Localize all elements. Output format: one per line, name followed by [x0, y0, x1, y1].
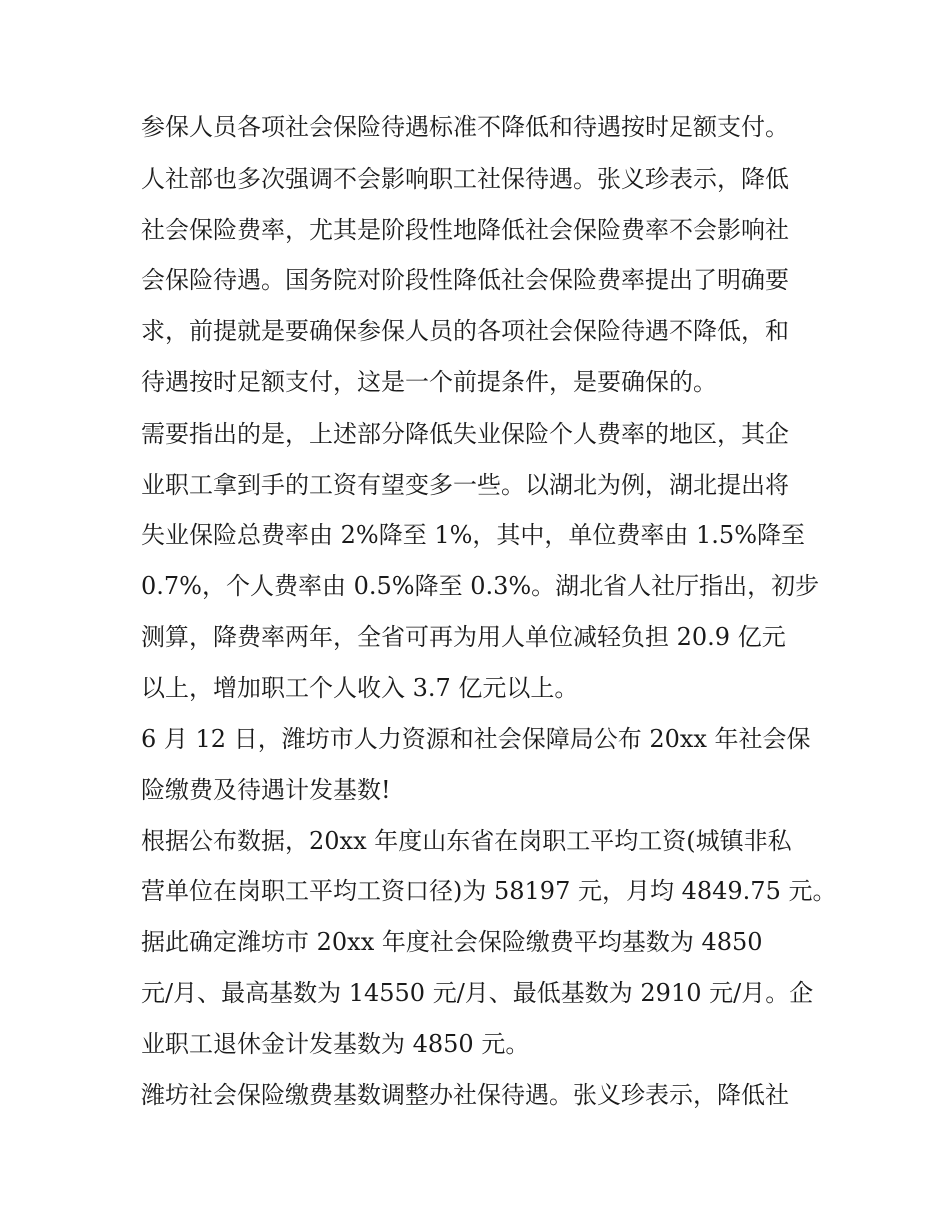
- paragraph-line: 人社部也多次强调不会影响职工社保待遇。张义珍表示，降低: [141, 165, 789, 193]
- paragraph-line: 险缴费及待遇计发基数!: [141, 776, 391, 804]
- paragraph-line: 业职工退休金计发基数为 4850 元。: [141, 1030, 530, 1058]
- paragraph-line: 据此确定潍坊市 20xx 年度社会保险缴费平均基数为 4850: [141, 928, 763, 956]
- paragraph-line: 0.7%，个人费率由 0.5%降至 0.3%。湖北省人社厅指出，初步: [141, 572, 820, 600]
- paragraph-line: 营单位在岗职工平均工资口径)为 58197 元，月均 4849.75 元。: [141, 877, 837, 905]
- paragraph-line: 求，前提就是要确保参保人员的各项社会保险待遇不降低，和: [141, 317, 789, 345]
- paragraph-line: 待遇按时足额支付，这是一个前提条件，是要确保的。: [141, 368, 717, 396]
- paragraph-line: 根据公布数据，20xx 年度山东省在岗职工平均工资(城镇非私: [141, 827, 792, 855]
- paragraph-line: 需要指出的是，上述部分降低失业保险个人费率的地区，其企: [141, 420, 789, 448]
- paragraph-line: 失业保险总费率由 2%降至 1%，其中，单位费率由 1.5%降至: [141, 521, 806, 549]
- paragraph-line: 业职工拿到手的工资有望变多一些。以湖北为例，湖北提出将: [141, 471, 789, 499]
- paragraph-line: 6 月 12 日，潍坊市人力资源和社会保障局公布 20xx 年社会保: [141, 725, 811, 753]
- paragraph-line: 参保人员各项社会保险待遇标准不降低和待遇按时足额支付。: [141, 113, 789, 141]
- paragraph-line: 社会保险费率，尤其是阶段性地降低社会保险费率不会影响社: [141, 216, 789, 244]
- paragraph-line: 会保险待遇。国务院对阶段性降低社会保险费率提出了明确要: [141, 266, 789, 294]
- paragraph-line: 潍坊社会保险缴费基数调整办社保待遇。张义珍表示，降低社: [141, 1081, 789, 1109]
- paragraph-line: 测算，降费率两年，全省可再为用人单位减轻负担 20.9 亿元: [141, 623, 786, 651]
- paragraph-line: 元/月、最高基数为 14550 元/月、最低基数为 2910 元/月。企: [141, 979, 814, 1007]
- paragraph-line: 以上，增加职工个人收入 3.7 亿元以上。: [141, 674, 579, 702]
